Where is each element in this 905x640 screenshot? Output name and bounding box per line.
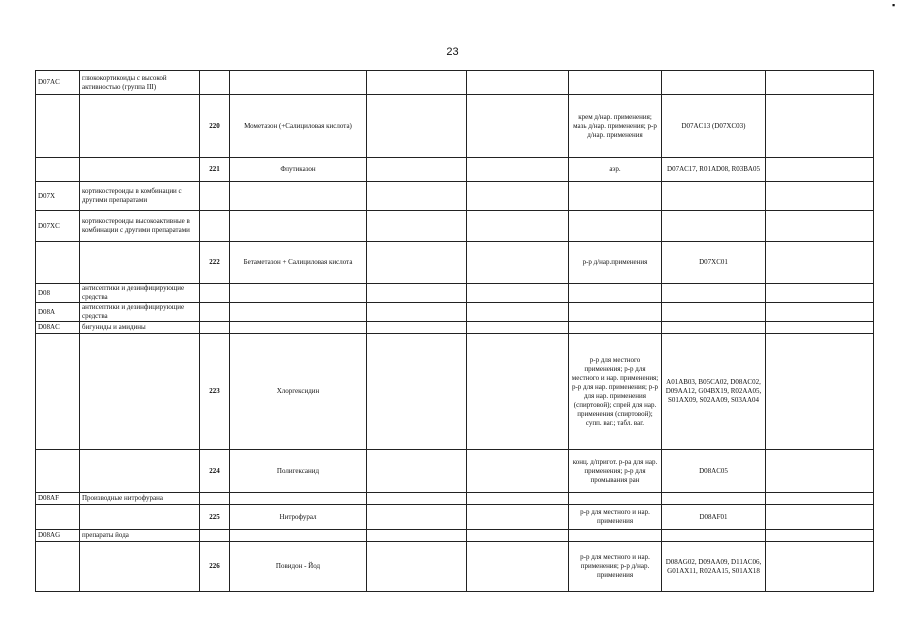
group-name-cell (80, 158, 200, 182)
page-number: 23 (446, 46, 459, 58)
dosage-form-cell (569, 493, 662, 505)
table-row (36, 158, 874, 182)
row-number-cell (200, 530, 230, 542)
row-number-cell: 225 (200, 505, 230, 530)
atc-group-code-cell (36, 505, 80, 530)
drug-name-cell: Хлоргексидин (230, 334, 367, 450)
empty-cell (467, 322, 569, 334)
group-name-cell (80, 505, 200, 530)
empty-cell (766, 334, 874, 450)
dosage-form-cell: аэр. (569, 158, 662, 182)
table-row (36, 450, 874, 493)
atc-group-code-cell (36, 542, 80, 592)
atc-code-cell (662, 493, 766, 505)
table-row (36, 284, 874, 303)
atc-code-cell: D07AC13 (D07XC03) (662, 95, 766, 158)
empty-cell (467, 505, 569, 530)
drug-name-cell (230, 71, 367, 95)
empty-cell (367, 182, 467, 211)
atc-group-code-cell: D07AC (36, 71, 80, 95)
table-row (36, 303, 874, 322)
group-name-cell: Производные нитрофурана (80, 493, 200, 505)
row-number-cell (200, 322, 230, 334)
drug-name-cell (230, 303, 367, 322)
empty-cell (367, 493, 467, 505)
drug-name-cell (230, 211, 367, 242)
empty-cell (766, 242, 874, 284)
empty-cell (766, 211, 874, 242)
empty-cell (367, 505, 467, 530)
row-number-cell: 226 (200, 542, 230, 592)
atc-code-cell: D08AF01 (662, 505, 766, 530)
empty-cell (367, 530, 467, 542)
empty-cell (467, 242, 569, 284)
empty-cell (766, 158, 874, 182)
empty-cell (467, 493, 569, 505)
atc-code-cell (662, 530, 766, 542)
dosage-form-cell: крем д/нар. применения; мазь д/нар. применения; р-р д/нар. применения (569, 95, 662, 158)
group-name-cell: препараты йода (80, 530, 200, 542)
empty-cell (367, 242, 467, 284)
atc-group-code-cell: D08AF (36, 493, 80, 505)
atc-group-code-cell: D07XC (36, 211, 80, 242)
group-name-cell: бигуниды и амидины (80, 322, 200, 334)
atc-group-code-cell: D08 (36, 284, 80, 303)
drug-name-cell (230, 530, 367, 542)
row-number-cell: 221 (200, 158, 230, 182)
row-number-cell: 222 (200, 242, 230, 284)
table-row (36, 505, 874, 530)
dosage-form-cell (569, 182, 662, 211)
drug-name-cell (230, 182, 367, 211)
table-row (36, 95, 874, 158)
empty-cell (467, 450, 569, 493)
empty-cell (367, 334, 467, 450)
empty-cell (467, 211, 569, 242)
row-number-cell (200, 211, 230, 242)
drug-name-cell: Нитрофурал (230, 505, 367, 530)
empty-cell (467, 95, 569, 158)
empty-cell (766, 505, 874, 530)
table-row (36, 182, 874, 211)
atc-group-code-cell: D08A (36, 303, 80, 322)
table-row (36, 242, 874, 284)
atc-code-cell: A01AB03, B05CA02, D08AC02, D09AA12, G04BX19, R02AA05, S01AX09, S02AA09, S03AA04 (662, 334, 766, 450)
dosage-form-cell: р-р для местного и нар. применения (569, 505, 662, 530)
row-number-cell (200, 493, 230, 505)
empty-cell (367, 542, 467, 592)
dosage-form-cell: р-р д/нар.применения (569, 242, 662, 284)
drug-name-cell (230, 322, 367, 334)
empty-cell (367, 71, 467, 95)
empty-cell (467, 158, 569, 182)
empty-cell (467, 182, 569, 211)
table-row (36, 322, 874, 334)
empty-cell (766, 530, 874, 542)
dosage-form-cell: р-р для местного применения; р-р для местного и нар. применения; р-р для нар. применения; р-р для нар. применения (спиртовой); спрей для нар. применения (спиртовой); супп. ваг.; табл. ваг. (569, 334, 662, 450)
atc-code-cell (662, 211, 766, 242)
atc-code-cell (662, 322, 766, 334)
table-row (36, 493, 874, 505)
atc-code-cell (662, 182, 766, 211)
atc-group-code-cell (36, 242, 80, 284)
atc-code-cell: D08AC05 (662, 450, 766, 493)
drug-name-cell: Повидон - Йод (230, 542, 367, 592)
empty-cell (766, 95, 874, 158)
empty-cell (766, 493, 874, 505)
dosage-form-cell (569, 211, 662, 242)
row-number-cell (200, 182, 230, 211)
empty-cell (467, 284, 569, 303)
atc-code-cell: D07AC17, R01AD08, R03BA05 (662, 158, 766, 182)
empty-cell (766, 182, 874, 211)
group-name-cell: антисептики и дезинфицирующие средства (80, 303, 200, 322)
group-name-cell (80, 450, 200, 493)
corner-mark: ▪ (892, 0, 896, 10)
group-name-cell (80, 542, 200, 592)
row-number-cell: 224 (200, 450, 230, 493)
dosage-form-cell (569, 284, 662, 303)
group-name-cell (80, 334, 200, 450)
dosage-form-cell (569, 530, 662, 542)
table-row (36, 211, 874, 242)
empty-cell (367, 211, 467, 242)
group-name-cell (80, 242, 200, 284)
empty-cell (766, 542, 874, 592)
row-number-cell (200, 303, 230, 322)
drug-name-cell: Бетаметазон + Салициловая кислота (230, 242, 367, 284)
group-name-cell: антисептики и дезинфицирующие средства (80, 284, 200, 303)
drug-name-cell: Флутиказон (230, 158, 367, 182)
empty-cell (766, 322, 874, 334)
empty-cell (766, 71, 874, 95)
table-body (36, 71, 874, 592)
atc-code-cell (662, 303, 766, 322)
empty-cell (766, 303, 874, 322)
drug-name-cell (230, 284, 367, 303)
empty-cell (467, 303, 569, 322)
atc-group-code-cell: D08AC (36, 322, 80, 334)
drug-list-table (35, 70, 874, 592)
empty-cell (367, 322, 467, 334)
atc-group-code-cell (36, 334, 80, 450)
atc-group-code-cell (36, 158, 80, 182)
row-number-cell: 220 (200, 95, 230, 158)
atc-group-code-cell: D08AG (36, 530, 80, 542)
row-number-cell: 223 (200, 334, 230, 450)
group-name-cell: кортикостероиды в комбинации с другими препаратами (80, 182, 200, 211)
empty-cell (467, 542, 569, 592)
atc-group-code-cell: D07X (36, 182, 80, 211)
atc-code-cell: D07XC01 (662, 242, 766, 284)
empty-cell (467, 334, 569, 450)
empty-cell (367, 303, 467, 322)
row-number-cell (200, 284, 230, 303)
group-name-cell (80, 95, 200, 158)
atc-code-cell (662, 71, 766, 95)
empty-cell (367, 284, 467, 303)
table-row (36, 530, 874, 542)
drug-name-cell: Полигексанид (230, 450, 367, 493)
atc-group-code-cell (36, 95, 80, 158)
dosage-form-cell: р-р для местного и нар. применения; р-р д/нар. применения (569, 542, 662, 592)
empty-cell (367, 158, 467, 182)
dosage-form-cell (569, 322, 662, 334)
row-number-cell (200, 71, 230, 95)
atc-code-cell: D08AG02, D09AA09, D11AC06, G01AX11, R02AA15, S01AX18 (662, 542, 766, 592)
drug-name-cell: Мометазон (+Салициловая кислота) (230, 95, 367, 158)
empty-cell (467, 530, 569, 542)
empty-cell (367, 450, 467, 493)
empty-cell (367, 95, 467, 158)
atc-group-code-cell (36, 450, 80, 493)
table-row (36, 542, 874, 592)
dosage-form-cell (569, 71, 662, 95)
group-name-cell: глюкокортикоиды с высокой активностью (группа III) (80, 71, 200, 95)
table-row (36, 71, 874, 95)
group-name-cell: кортикостероиды высокоактивные в комбинации с другими препаратами (80, 211, 200, 242)
atc-code-cell (662, 284, 766, 303)
table-row (36, 334, 874, 450)
dosage-form-cell (569, 303, 662, 322)
empty-cell (766, 450, 874, 493)
dosage-form-cell: конц. д/пригот. р-ра для нар. применения; р-р для промывания ран (569, 450, 662, 493)
empty-cell (766, 284, 874, 303)
drug-name-cell (230, 493, 367, 505)
empty-cell (467, 71, 569, 95)
